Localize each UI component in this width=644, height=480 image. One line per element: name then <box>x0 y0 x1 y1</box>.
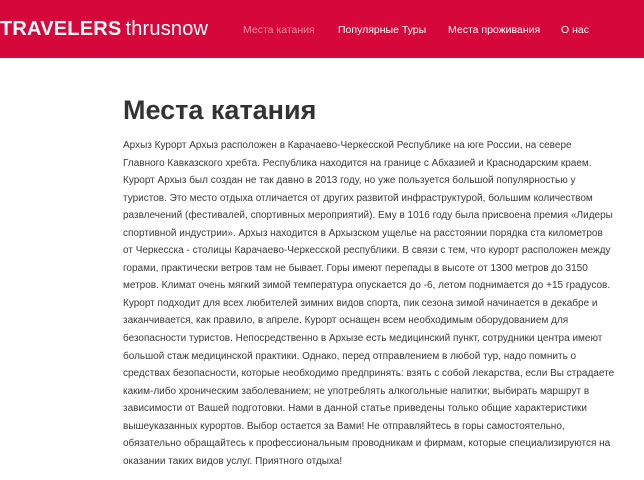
page-title: Места катания <box>123 95 317 125</box>
nav-item-about[interactable]: О нас <box>561 24 589 36</box>
logo-secondary: thrusnow <box>125 18 209 40</box>
nav-item-ski-places[interactable]: Места катания <box>243 24 315 36</box>
nav-item-accommodation[interactable]: Места проживания <box>448 24 541 36</box>
nav-item-popular-tours[interactable]: Популярные Туры <box>338 24 427 36</box>
logo-primary: TRAVELERS <box>0 18 122 40</box>
main-content <box>123 93 615 470</box>
site-logo[interactable] <box>0 16 208 42</box>
site-header <box>0 0 644 58</box>
article-text: Архыз Курорт Архыз расположен в Карачаево-Черкесской Республике на юге России, на севере Главного Кавказского хребта. Республика находится на границе с Абхазией и Краснодарским краем. Курорт Архыз был создан не так давно в 2013 году, но уже пользуется большой популярностью у туристов. Это место отдыха отличается от других развитой инфраструктурой, большим количеством развлечений (фестивалей, спортивных мероприятий). Ему в 1016 году была присвоена премия «Лидеры спортивной индустрии». Архыз находится в Архызском ущелье на расстоянии порядка ста километров от Черкесска - столицы Карачаево-Черкесской республики. В связи с тем, что курорт расположен между горами, практически ветров там не бывает. Горы имеют перепады в высоте от 1300 метров до 3150 метров. Климат очень мягкий зимой температура опускается до -6, летом поднимается до +15 градусов. Курорт подходит для всех любителей зимних видов спорта, пик сезона зимой начинается в декабре и заканчивается, как правило, в апреле. Курорт оснащен всем необходимым оборудованием для безопасности туристов. Непосредственно в Архызе есть медицинский пункт, сотрудники центра имеют большой стаж медицинской практики. Однако, перед отправлением в любой тур, надо помнить о средствах безопасности, которые необходимо предпринять: взять с собой лекарства, если Вы страдаете каким-либо хроническим заболеванием; не употреблять алкогольные напитки; выбирать маршрут в зависимости от Вашей подготовки. Нами в данной статье приведены только общие характеристики вышеуказанных курортов. Выбор остается за Вами! Не отправляйтесь в горы самостоятельно, обязательно обращайтесь к профессиональным проводникам и фирмам, которые специализируются на оказании таких видов услуг. Приятного отдыха! <box>123 140 615 467</box>
